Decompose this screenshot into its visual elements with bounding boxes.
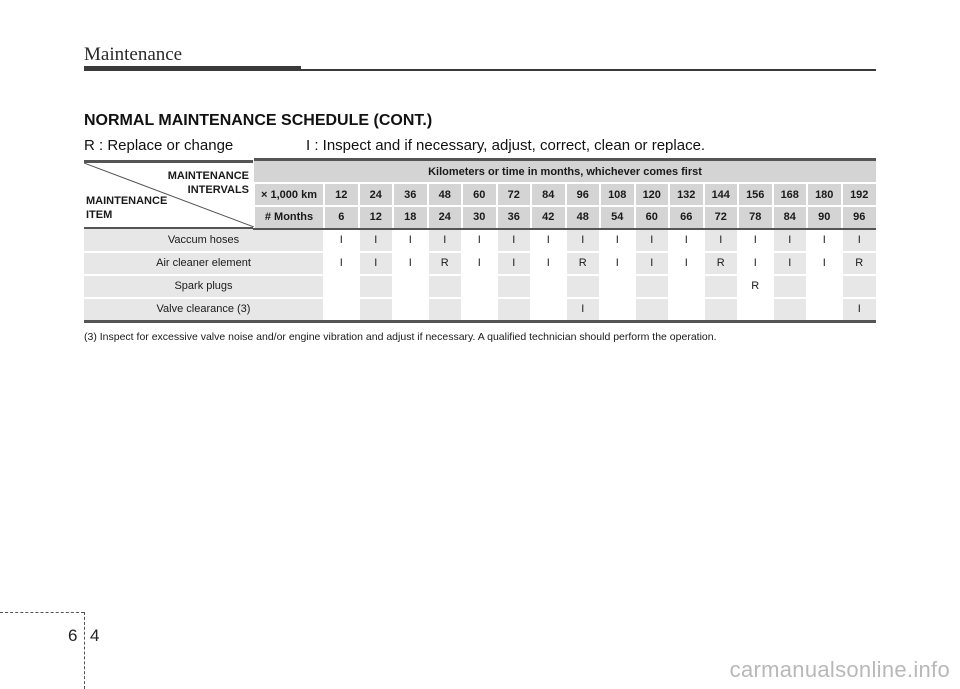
schedule-cell bbox=[393, 298, 428, 322]
schedule-cell: I bbox=[807, 252, 842, 275]
km-interval-cell: 24 bbox=[359, 183, 394, 206]
schedule-cell bbox=[359, 275, 394, 298]
months-interval-cell: 66 bbox=[669, 206, 704, 228]
months-interval-cell: 60 bbox=[635, 206, 670, 228]
schedule-cell bbox=[324, 298, 359, 322]
schedule-cell bbox=[531, 298, 566, 322]
km-interval-cell: 192 bbox=[842, 183, 877, 206]
schedule-cell bbox=[704, 275, 739, 298]
footer-rule-vertical bbox=[84, 612, 85, 689]
legend-inspect: I : Inspect and if necessary, adjust, correct, clean or replace. bbox=[306, 137, 706, 154]
schedule-cell bbox=[462, 298, 497, 322]
section-title: NORMAL MAINTENANCE SCHEDULE (CONT.) bbox=[84, 112, 433, 129]
months-interval-cell: 90 bbox=[807, 206, 842, 228]
interval-span-header: Kilometers or time in months, whichever comes first bbox=[254, 160, 876, 184]
schedule-cell bbox=[704, 298, 739, 322]
page-number: 4 bbox=[90, 626, 100, 645]
schedule-cell: I bbox=[324, 252, 359, 275]
schedule-cell: I bbox=[842, 229, 877, 252]
legend-replace: R : Replace or change bbox=[84, 137, 234, 154]
schedule-cell: R bbox=[738, 275, 773, 298]
maintenance-item-label: Spark plugs bbox=[84, 275, 324, 298]
schedule-cell bbox=[807, 275, 842, 298]
schedule-cell: I bbox=[497, 229, 532, 252]
schedule-cell: I bbox=[704, 229, 739, 252]
km-interval-cell: 48 bbox=[428, 183, 463, 206]
schedule-cell bbox=[773, 275, 808, 298]
footnote: (3) Inspect for excessive valve noise and/or engine vibration and adjust if necessary. A qualified technician should perform the operation. bbox=[84, 331, 717, 343]
corner-item-label: MAINTENANCE ITEM bbox=[86, 194, 168, 221]
schedule-cell: I bbox=[428, 229, 463, 252]
schedule-cell: I bbox=[773, 229, 808, 252]
schedule-cell: I bbox=[842, 298, 877, 322]
table-row bbox=[84, 275, 876, 298]
months-interval-cell: 42 bbox=[531, 206, 566, 228]
schedule-cell: R bbox=[428, 252, 463, 275]
schedule-cell: I bbox=[462, 252, 497, 275]
km-interval-cell: 132 bbox=[669, 183, 704, 206]
schedule-cell: I bbox=[324, 229, 359, 252]
km-interval-cell: 12 bbox=[324, 183, 359, 206]
months-unit-label: # Months bbox=[254, 206, 324, 228]
page-header-title: Maintenance bbox=[84, 44, 183, 65]
schedule-cell bbox=[462, 275, 497, 298]
months-interval-cell: 96 bbox=[842, 206, 877, 228]
table-row bbox=[84, 298, 876, 322]
schedule-cell: I bbox=[531, 252, 566, 275]
schedule-cell: I bbox=[773, 252, 808, 275]
km-interval-cell: 96 bbox=[566, 183, 601, 206]
schedule-cell: I bbox=[462, 229, 497, 252]
schedule-cell: I bbox=[393, 229, 428, 252]
months-interval-cell: 6 bbox=[324, 206, 359, 228]
months-interval-cell: 54 bbox=[600, 206, 635, 228]
schedule-cell: I bbox=[566, 298, 601, 322]
km-interval-cell: 108 bbox=[600, 183, 635, 206]
km-interval-cell: 156 bbox=[738, 183, 773, 206]
schedule-cell bbox=[842, 275, 877, 298]
schedule-cell: I bbox=[600, 252, 635, 275]
maintenance-item-label: Vaccum hoses bbox=[84, 229, 324, 252]
schedule-cell bbox=[807, 298, 842, 322]
schedule-cell: I bbox=[497, 252, 532, 275]
months-interval-cell: 48 bbox=[566, 206, 601, 228]
header-rule-thin bbox=[301, 69, 876, 71]
schedule-cell: I bbox=[600, 229, 635, 252]
footer-rule-horizontal bbox=[0, 612, 84, 613]
km-interval-cell: 72 bbox=[497, 183, 532, 206]
km-unit-label: × 1,000 km bbox=[254, 183, 324, 206]
schedule-cell bbox=[393, 275, 428, 298]
schedule-cell bbox=[566, 275, 601, 298]
schedule-cell bbox=[428, 275, 463, 298]
schedule-cell: I bbox=[635, 252, 670, 275]
schedule-cell: I bbox=[359, 252, 394, 275]
schedule-cell bbox=[635, 275, 670, 298]
schedule-cell: I bbox=[738, 252, 773, 275]
months-interval-cell: 12 bbox=[359, 206, 394, 228]
schedule-cell: R bbox=[842, 252, 877, 275]
table-header-row bbox=[84, 160, 876, 184]
schedule-cell bbox=[497, 275, 532, 298]
table-row bbox=[84, 229, 876, 252]
schedule-cell bbox=[428, 298, 463, 322]
schedule-cell bbox=[773, 298, 808, 322]
months-interval-cell: 24 bbox=[428, 206, 463, 228]
km-interval-cell: 168 bbox=[773, 183, 808, 206]
schedule-cell bbox=[359, 298, 394, 322]
schedule-cell: I bbox=[566, 229, 601, 252]
km-interval-cell: 180 bbox=[807, 183, 842, 206]
table-row bbox=[84, 252, 876, 275]
months-interval-cell: 72 bbox=[704, 206, 739, 228]
months-interval-cell: 30 bbox=[462, 206, 497, 228]
schedule-cell bbox=[600, 275, 635, 298]
schedule-cell: I bbox=[738, 229, 773, 252]
watermark: carmanualsonline.info bbox=[729, 657, 950, 682]
schedule-cell: R bbox=[704, 252, 739, 275]
schedule-cell: I bbox=[669, 252, 704, 275]
schedule-cell: I bbox=[669, 229, 704, 252]
schedule-cell bbox=[669, 298, 704, 322]
km-interval-cell: 84 bbox=[531, 183, 566, 206]
months-interval-cell: 78 bbox=[738, 206, 773, 228]
schedule-cell: I bbox=[531, 229, 566, 252]
km-interval-cell: 60 bbox=[462, 183, 497, 206]
maintenance-schedule-table bbox=[84, 158, 876, 323]
months-interval-cell: 84 bbox=[773, 206, 808, 228]
months-interval-cell: 18 bbox=[393, 206, 428, 228]
schedule-cell bbox=[738, 298, 773, 322]
months-interval-cell: 36 bbox=[497, 206, 532, 228]
schedule-cell bbox=[324, 275, 359, 298]
schedule-cell bbox=[600, 298, 635, 322]
schedule-cell bbox=[497, 298, 532, 322]
corner-intervals-label: MAINTENANCE INTERVALS bbox=[167, 169, 249, 196]
schedule-cell: I bbox=[635, 229, 670, 252]
maintenance-item-label: Valve clearance (3) bbox=[84, 298, 324, 322]
schedule-cell: I bbox=[807, 229, 842, 252]
schedule-cell bbox=[635, 298, 670, 322]
schedule-cell: I bbox=[359, 229, 394, 252]
schedule-cell bbox=[669, 275, 704, 298]
schedule-cell: I bbox=[393, 252, 428, 275]
schedule-cell: R bbox=[566, 252, 601, 275]
table-corner-cell bbox=[84, 160, 254, 229]
schedule-cell bbox=[531, 275, 566, 298]
page-chapter-number: 6 bbox=[68, 626, 78, 645]
maintenance-item-label: Air cleaner element bbox=[84, 252, 324, 275]
km-interval-cell: 120 bbox=[635, 183, 670, 206]
km-interval-cell: 144 bbox=[704, 183, 739, 206]
header-rule-thick bbox=[84, 66, 301, 71]
km-interval-cell: 36 bbox=[393, 183, 428, 206]
